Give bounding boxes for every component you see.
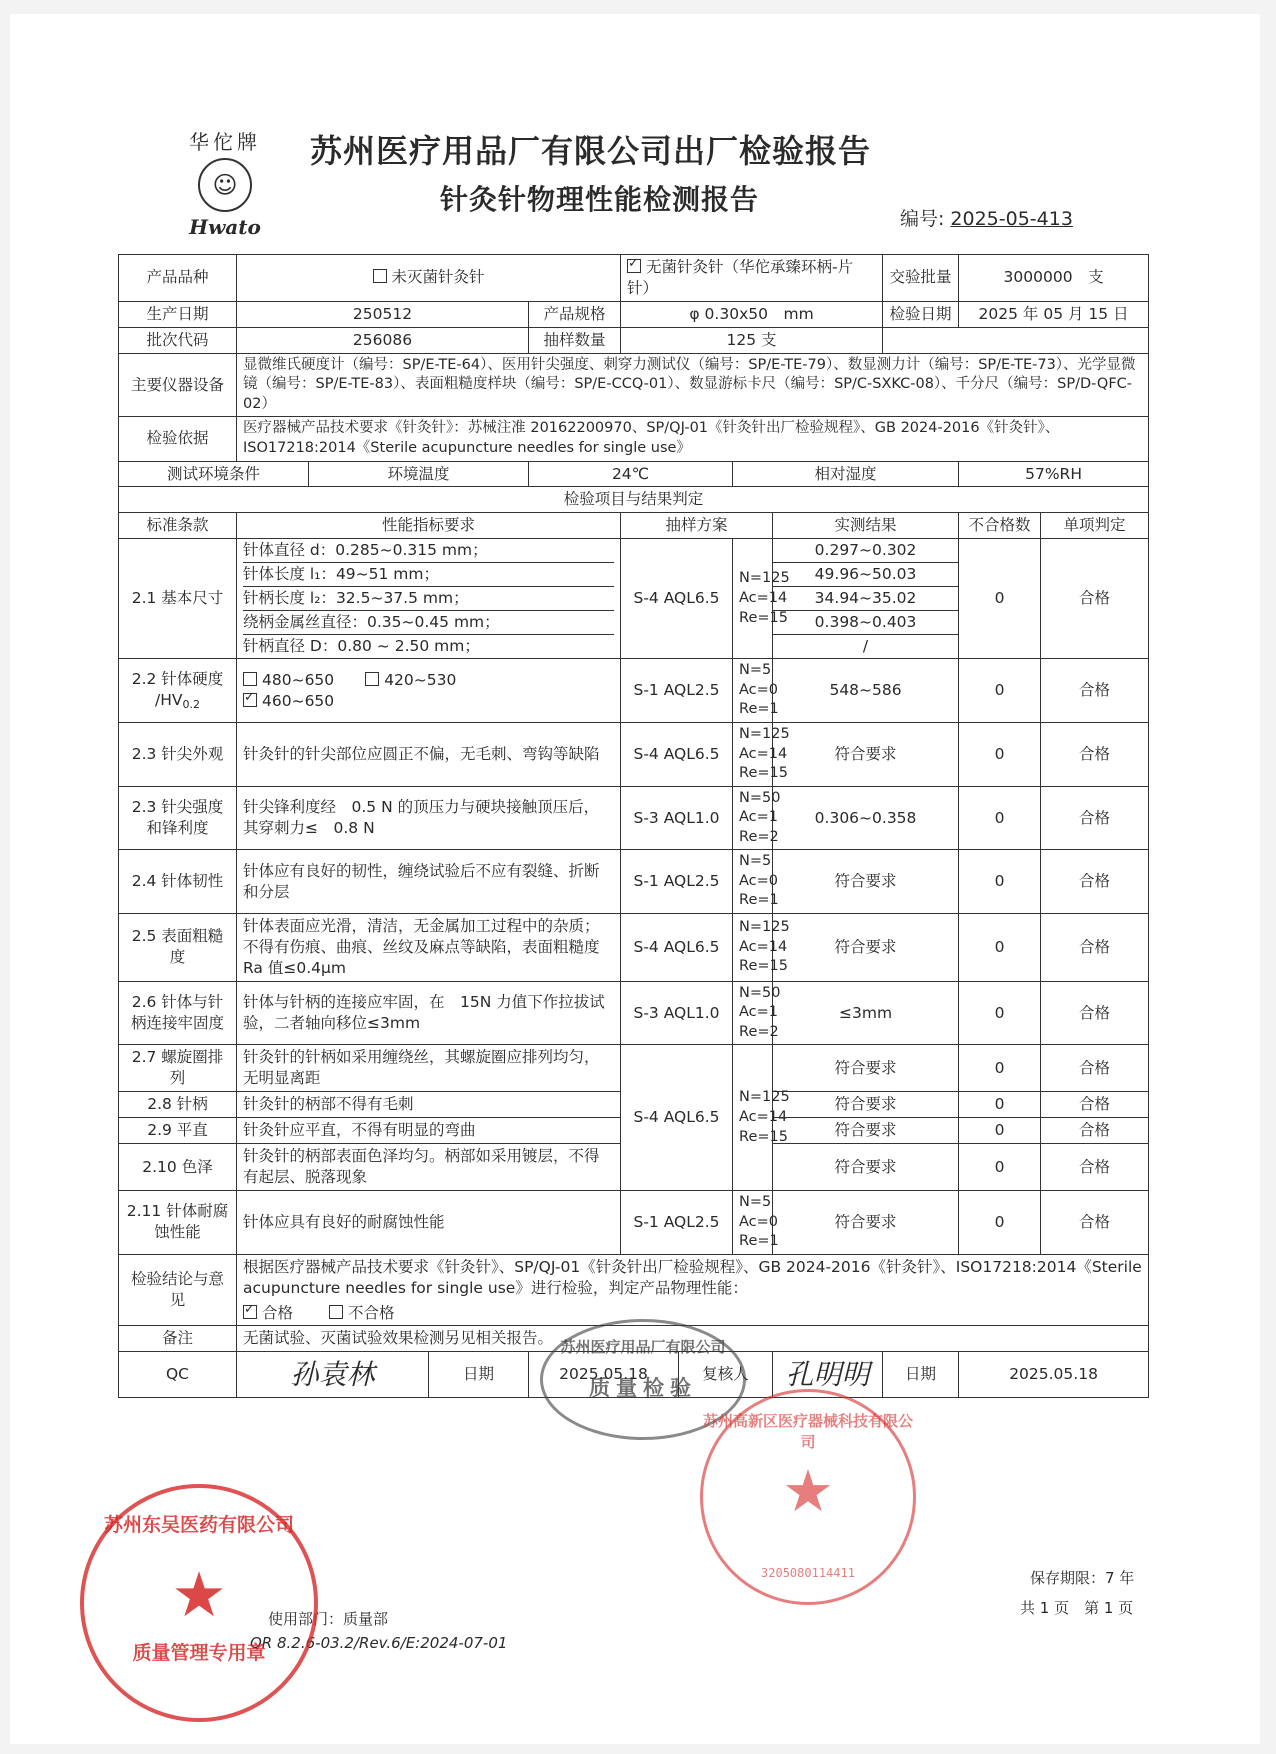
item-2-3a xyxy=(119,722,1149,786)
plan-2-5: S-4 AQL6.5 xyxy=(621,914,733,982)
row-col-headers xyxy=(119,513,1149,539)
nc-2-8: 0 xyxy=(959,1092,1041,1118)
report-sheet xyxy=(10,14,1260,1744)
clause-2-10: 2.10 色泽 xyxy=(119,1144,237,1191)
result-2-2: 548~586 xyxy=(773,659,959,723)
report-number-value: 2025-05-413 xyxy=(950,208,1073,230)
result-2-9: 符合要求 xyxy=(773,1118,959,1144)
result-2-4: 符合要求 xyxy=(773,850,959,914)
n-2-11: N=5 Ac=0 Re=1 xyxy=(733,1191,773,1255)
checkbox-unchecked-icon xyxy=(365,672,379,686)
opt-sterile: ✓无菌针灸针（华佗承臻环柄-片针） xyxy=(621,255,883,302)
row-prod-date xyxy=(119,301,1149,327)
remark-text: 无菌试验、灭菌试验效果检测另见相关报告。 xyxy=(237,1326,1149,1352)
clause-2-9: 2.9 平直 xyxy=(119,1118,237,1144)
nc-2-6: 0 xyxy=(959,981,1041,1045)
hwato-portrait-icon: ☺ xyxy=(198,158,252,212)
nc-2-1: 0 xyxy=(959,539,1041,659)
req-2-7: 针灸针的针柄如采用缠绕丝，其螺旋圈应排列均匀，无明显离距 xyxy=(237,1045,621,1092)
star-icon: ★ xyxy=(171,1558,227,1631)
results-2-1: 0.297~0.302 49.96~50.03 34.94~35.02 0.398~0.403 / xyxy=(773,539,959,659)
plan-2-11: S-1 AQL2.5 xyxy=(621,1191,733,1255)
checkbox-checked-icon xyxy=(243,1305,257,1319)
row-basis xyxy=(119,417,1149,461)
brand-cn: 华佗牌 xyxy=(189,130,261,154)
quality-mgmt-seal: 苏州东吴医药有限公司 ★ 质量管理专用章 xyxy=(80,1484,318,1722)
clause-2-1: 2.1 基本尺寸 xyxy=(119,539,237,659)
checkbox-unchecked-icon xyxy=(243,672,257,686)
row-conclusion xyxy=(119,1254,1149,1326)
conclusion-fail: 不合格 xyxy=(347,1303,395,1322)
item-2-11 xyxy=(119,1191,1149,1255)
humid-value: 57%RH xyxy=(959,461,1149,487)
opt-nonsterile: 未灭菌针灸针 xyxy=(237,255,621,302)
n-2-3b: N=50 Ac=1 Re=2 xyxy=(733,786,773,850)
qc-label: QC xyxy=(119,1352,237,1398)
doc-number: QR 8.2.6-03.2/Rev.6/E:2024-07-01 xyxy=(250,1634,508,1652)
req-2-3b: 针尖锋利度经 0.5 N 的顶压力与硬块接触顶压后，其穿刺力≤ 0.8 N xyxy=(237,786,621,850)
sample-label: 抽样数量 xyxy=(529,327,621,353)
checkbox-checked-icon xyxy=(243,693,257,707)
item-2-6 xyxy=(119,981,1149,1045)
plan-2-2: S-1 AQL2.5 xyxy=(621,659,733,723)
plan-2-7-to-2-10: S-4 AQL6.5 xyxy=(621,1045,733,1191)
verdict-2-8: 合格 xyxy=(1041,1092,1149,1118)
basis-value: 医疗器械产品技术要求《针灸针》：苏械注准 20162200970、SP/QJ-01《针灸针出厂检验规程》、GB 2024-2016《针灸针》、ISO17218:2014《Sterile acupuncture needles for single use》 xyxy=(237,417,1149,461)
conclusion-text: 根据医疗器械产品技术要求《针灸针》、SP/QJ-01《针灸针出厂检验规程》、GB 2024-2016《针灸针》、ISO17218:2014《Sterile acupuncture needles for single use》进行检验，判定产品物理性能： xyxy=(243,1257,1142,1297)
plan-2-4: S-1 AQL2.5 xyxy=(621,850,733,914)
req-2-4: 针体应有良好的韧性，缠绕试验后不应有裂缝、折断和分层 xyxy=(237,850,621,914)
req-2-3a: 针灸针的针尖部位应圆正不偏，无毛刺、弯钩等缺陷 xyxy=(237,722,621,786)
prod-date-label: 生产日期 xyxy=(119,301,237,327)
col-sampling: 抽样方案 xyxy=(621,513,773,539)
insp-date: 2025 年 05 月 15 日 xyxy=(959,301,1149,327)
equip-value: 显微维氏硬度计（编号：SP/E-TE-64）、医用针尖强度、刺穿力测试仪（编号：SP/E-TE-79）、数显测力计（编号：SP/E-TE-73）、光学显微镜（编号：SP/E-TE-83）、表面粗糙度样块（编号：SP/E-CCQ-01）、数显游标卡尺（编号：SP/C-SXKC-08）、千分尺（编号：SP/D-QFC-02） xyxy=(237,353,1149,417)
user-dept: 使用部门：质量部 xyxy=(268,1610,389,1628)
verdict-2-3b: 合格 xyxy=(1041,786,1149,850)
n-2-1: N=125 Ac=14 Re=15 xyxy=(733,539,773,659)
verdict-2-6: 合格 xyxy=(1041,981,1149,1045)
report-title: 苏州医疗用品厂有限公司出厂检验报告 xyxy=(310,132,872,170)
report-subtitle: 针灸针物理性能检测报告 xyxy=(440,183,760,216)
clause-2-7: 2.7 螺旋圈排列 xyxy=(119,1045,237,1092)
item-2-1 xyxy=(119,539,1149,659)
req-2-9: 针灸针应平直，不得有明显的弯曲 xyxy=(237,1118,621,1144)
conclusion-body xyxy=(237,1254,1149,1326)
spec-label: 产品规格 xyxy=(529,301,621,327)
result-2-5: 符合要求 xyxy=(773,914,959,982)
date-label-2: 日期 xyxy=(883,1352,959,1398)
nc-2-4: 0 xyxy=(959,850,1041,914)
nc-2-2: 0 xyxy=(959,659,1041,723)
report-number-label: 编号: xyxy=(900,208,945,230)
item-2-7 xyxy=(119,1045,1149,1092)
qc-signature: 孙袁林 xyxy=(237,1352,429,1398)
n-2-5: N=125 Ac=14 Re=15 xyxy=(733,914,773,982)
result-2-6: ≤3mm xyxy=(773,981,959,1045)
brand-logo xyxy=(165,126,285,239)
report-number xyxy=(900,204,1073,231)
result-2-3b: 0.306~0.358 xyxy=(773,786,959,850)
verdict-2-4: 合格 xyxy=(1041,850,1149,914)
prod-date: 250512 xyxy=(237,301,529,327)
n-2-4: N=5 Ac=0 Re=1 xyxy=(733,850,773,914)
date-label-1: 日期 xyxy=(429,1352,529,1398)
nc-2-11: 0 xyxy=(959,1191,1041,1255)
nc-2-5: 0 xyxy=(959,914,1041,982)
n-2-7-to-2-10: N=125 Ac=14 Re=15 xyxy=(733,1045,773,1191)
col-measured: 实测结果 xyxy=(773,513,959,539)
row-equipment xyxy=(119,353,1149,417)
verdict-2-9: 合格 xyxy=(1041,1118,1149,1144)
row-lot xyxy=(119,327,1149,353)
result-2-11: 符合要求 xyxy=(773,1191,959,1255)
results-heading: 检验项目与结果判定 xyxy=(119,487,1149,513)
nc-2-3a: 0 xyxy=(959,722,1041,786)
lot-label: 批次代码 xyxy=(119,327,237,353)
conclusion-label: 检验结论与意见 xyxy=(119,1254,237,1326)
plan-2-1: S-4 AQL6.5 xyxy=(621,539,733,659)
clause-2-3b: 2.3 针尖强度和锋利度 xyxy=(119,786,237,850)
result-2-10: 符合要求 xyxy=(773,1144,959,1191)
req-2-8: 针灸针的柄部不得有毛刺 xyxy=(237,1092,621,1118)
verdict-2-10: 合格 xyxy=(1041,1144,1149,1191)
spec-value: φ 0.30x50 mm xyxy=(621,301,883,327)
plan-2-3b: S-3 AQL1.0 xyxy=(621,786,733,850)
insp-date-label: 检验日期 xyxy=(883,301,959,327)
sample-value: 125 支 xyxy=(621,327,883,353)
brand-en: Hwato xyxy=(189,215,261,239)
n-2-6: N=50 Ac=1 Re=2 xyxy=(733,981,773,1045)
qty-label: 交验批量 xyxy=(883,255,959,302)
row-results-heading xyxy=(119,487,1149,513)
date-2: 2025.05.18 xyxy=(959,1352,1149,1398)
date-1: 2025.05.18 xyxy=(529,1352,679,1398)
qc-inspection-seal: 苏州医疗用品厂有限公司 质量检验 xyxy=(540,1319,746,1440)
item-2-4 xyxy=(119,850,1149,914)
retention-period: 保存期限：7 年 xyxy=(1030,1569,1135,1587)
plan-2-6: S-3 AQL1.0 xyxy=(621,981,733,1045)
verdict-2-11: 合格 xyxy=(1041,1191,1149,1255)
item-2-3b xyxy=(119,786,1149,850)
result-2-7: 符合要求 xyxy=(773,1045,959,1092)
nc-2-10: 0 xyxy=(959,1144,1041,1191)
verdict-2-2: 合格 xyxy=(1041,659,1149,723)
humid-label: 相对湿度 xyxy=(733,461,959,487)
reviewer-signature: 孔明明 xyxy=(773,1352,883,1398)
item-2-5 xyxy=(119,914,1149,982)
col-verdict: 单项判定 xyxy=(1041,513,1149,539)
col-requirement: 性能指标要求 xyxy=(237,513,621,539)
req-2-2: 480~650 420~530 ✓460~650 xyxy=(237,659,621,723)
checkbox-checked-icon xyxy=(627,259,641,273)
n-2-3a: N=125 Ac=14 Re=15 xyxy=(733,722,773,786)
clause-2-2: 2.2 针体硬度 $/HV_{0.2}$ xyxy=(119,659,237,723)
env-label: 测试环境条件 xyxy=(119,461,309,487)
result-2-3a: 符合要求 xyxy=(773,722,959,786)
clause-2-4: 2.4 针体韧性 xyxy=(119,850,237,914)
req-2-1: 针体直径 d：0.285~0.315 mm； 针体长度 l₁：49~51 mm； 针柄长度 l₂：32.5~37.5 mm； 绕柄金属丝直径：0.35~0.45 mm； 针柄直径 D：0.80 ~ 2.50 mm； xyxy=(237,539,621,659)
checkbox-unchecked-icon xyxy=(329,1305,343,1319)
nc-2-7: 0 xyxy=(959,1045,1041,1092)
item-2-2 xyxy=(119,659,1149,723)
verdict-2-3a: 合格 xyxy=(1041,722,1149,786)
nc-2-9: 0 xyxy=(959,1118,1041,1144)
result-2-8: 符合要求 xyxy=(773,1092,959,1118)
req-2-11: 针体应具有良好的耐腐蚀性能 xyxy=(237,1191,621,1255)
temp-label: 环境温度 xyxy=(309,461,529,487)
req-2-5: 针体表面应光滑，清洁，无金属加工过程中的杂质；不得有伤痕、曲痕、丝纹及麻点等缺陷，表面粗糙度 Ra 值≤0.4μm xyxy=(237,914,621,982)
variety-label: 产品品种 xyxy=(119,255,237,302)
n-2-2: N=5 Ac=0 Re=1 xyxy=(733,659,773,723)
temp-value: 24℃ xyxy=(529,461,733,487)
star-icon: ★ xyxy=(782,1457,834,1525)
clause-2-11: 2.11 针体耐腐蚀性能 xyxy=(119,1191,237,1255)
row-env xyxy=(119,461,1149,487)
verdict-2-5: 合格 xyxy=(1041,914,1149,982)
col-clause: 标准条款 xyxy=(119,513,237,539)
equip-label: 主要仪器设备 xyxy=(119,353,237,417)
remark-label: 备注 xyxy=(119,1326,237,1352)
clause-2-3a: 2.3 针尖外观 xyxy=(119,722,237,786)
checkbox-unchecked-icon xyxy=(373,269,387,283)
reviewer-label: 复核人 xyxy=(679,1352,773,1398)
basis-label: 检验依据 xyxy=(119,417,237,461)
page-count: 共 1 页 第 1 页 xyxy=(1020,1599,1134,1617)
clause-2-8: 2.8 针柄 xyxy=(119,1092,237,1118)
clause-2-6: 2.6 针体与针柄连接牢固度 xyxy=(119,981,237,1045)
plan-2-3a: S-4 AQL6.5 xyxy=(621,722,733,786)
inspection-table xyxy=(118,254,1149,1398)
qty-value: 3000000 支 xyxy=(959,255,1149,302)
tech-company-seal: 苏州高新区医疗器械科技有限公司 ★ 3205080114411 xyxy=(700,1389,916,1605)
req-2-6: 针体与针柄的连接应牢固，在 15N 力值下作拉拔试验，二者轴向移位≤3mm xyxy=(237,981,621,1045)
row-variety xyxy=(119,255,1149,302)
nc-2-3b: 0 xyxy=(959,786,1041,850)
clause-2-5: 2.5 表面粗糙度 xyxy=(119,914,237,982)
verdict-2-7: 合格 xyxy=(1041,1045,1149,1092)
conclusion-pass: 合格 xyxy=(262,1303,294,1322)
lot-value: 256086 xyxy=(237,327,529,353)
req-2-10: 针灸针的柄部表面色泽均匀。柄部如采用镀层，不得有起层、脱落现象 xyxy=(237,1144,621,1191)
verdict-2-1: 合格 xyxy=(1041,539,1149,659)
col-nonconform: 不合格数 xyxy=(959,513,1041,539)
